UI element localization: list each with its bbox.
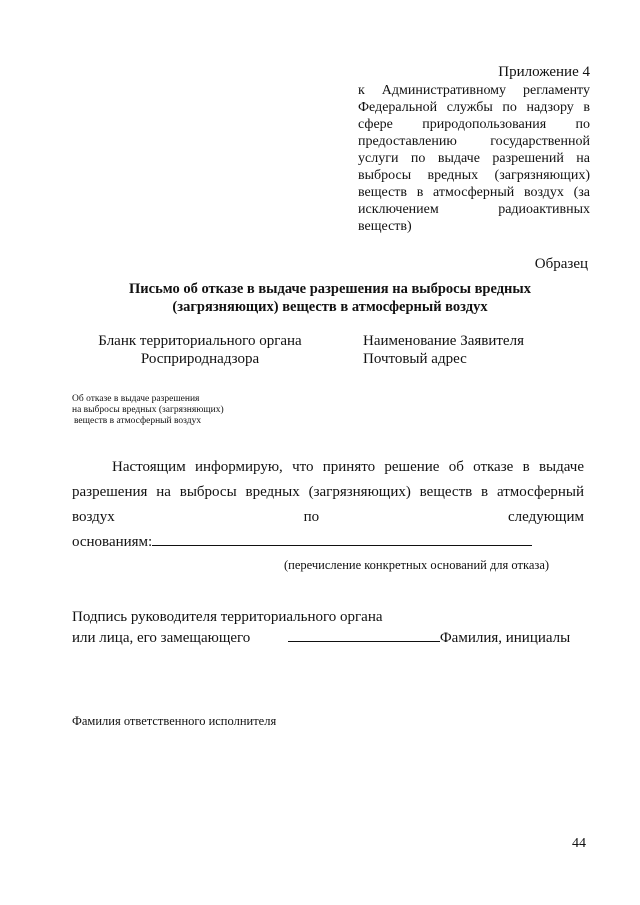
subject-block <box>72 394 224 427</box>
body-line: Настоящим информирую, что принято решение об отказе в выдаче <box>112 459 584 475</box>
appendix-header <box>358 64 590 235</box>
appendix-line: исключением радиоактивных <box>358 202 590 217</box>
heading-line: (загрязняющих) веществ в атмосферный воздух <box>172 299 488 315</box>
body-line-grounds <box>72 530 584 555</box>
executor-label: Фамилия ответственного исполнителя <box>72 714 277 728</box>
letter-body <box>72 455 584 555</box>
appendix-title: Приложение 4 <box>498 64 590 80</box>
signature-line: Подпись руководителя территориального органа <box>72 609 383 625</box>
appendix-line: предоставлению государственной <box>358 134 590 149</box>
name-initials-label: Фамилия, инициалы <box>439 630 571 646</box>
grounds-label: основаниям: <box>72 534 153 550</box>
recipient-line: Почтовый адрес <box>363 351 467 367</box>
page-number: 44 <box>572 836 586 851</box>
sender-line: Бланк территориального органа <box>98 333 302 349</box>
body-line: разрешения на выбросы вредных (загрязняющих) веществ в атмосферный <box>72 484 584 500</box>
reason-hint: (перечисление конкретных оснований для отказа) <box>284 558 550 572</box>
body-line: воздух по следующим <box>72 509 584 525</box>
appendix-line: к Административному регламенту <box>358 83 590 98</box>
appendix-line: сфере природопользования по <box>358 117 590 132</box>
appendix-line: веществ в атмосферный воздух (за <box>358 185 590 200</box>
subject-line: на выбросы вредных (загрязняющих) <box>72 405 224 415</box>
appendix-line: услуги по выдаче разрешений на <box>358 151 590 166</box>
subject-line: веществ в атмосферный воздух <box>74 416 202 426</box>
signature-row <box>72 627 592 648</box>
subject-line: Об отказе в выдаче разрешения <box>72 394 200 404</box>
appendix-line: Федеральной службы по надзору в <box>358 100 590 115</box>
recipient-block <box>363 332 603 368</box>
grounds-blank-line[interactable] <box>152 531 532 546</box>
signature-block <box>72 608 592 648</box>
sender-line: Росприроднадзора <box>140 351 260 367</box>
signature-line: или лица, его замещающего <box>72 630 251 646</box>
signature-blank-line[interactable] <box>288 627 440 642</box>
appendix-line: веществ) <box>358 219 412 234</box>
recipient-line: Наименование Заявителя <box>363 333 524 349</box>
sender-block <box>60 332 340 368</box>
sample-label: Образец <box>534 256 588 272</box>
document-heading <box>90 280 570 316</box>
appendix-line: выбросы вредных (загрязняющих) <box>358 168 590 183</box>
heading-line: Письмо об отказе в выдаче разрешения на выбросы вредных <box>129 281 531 297</box>
